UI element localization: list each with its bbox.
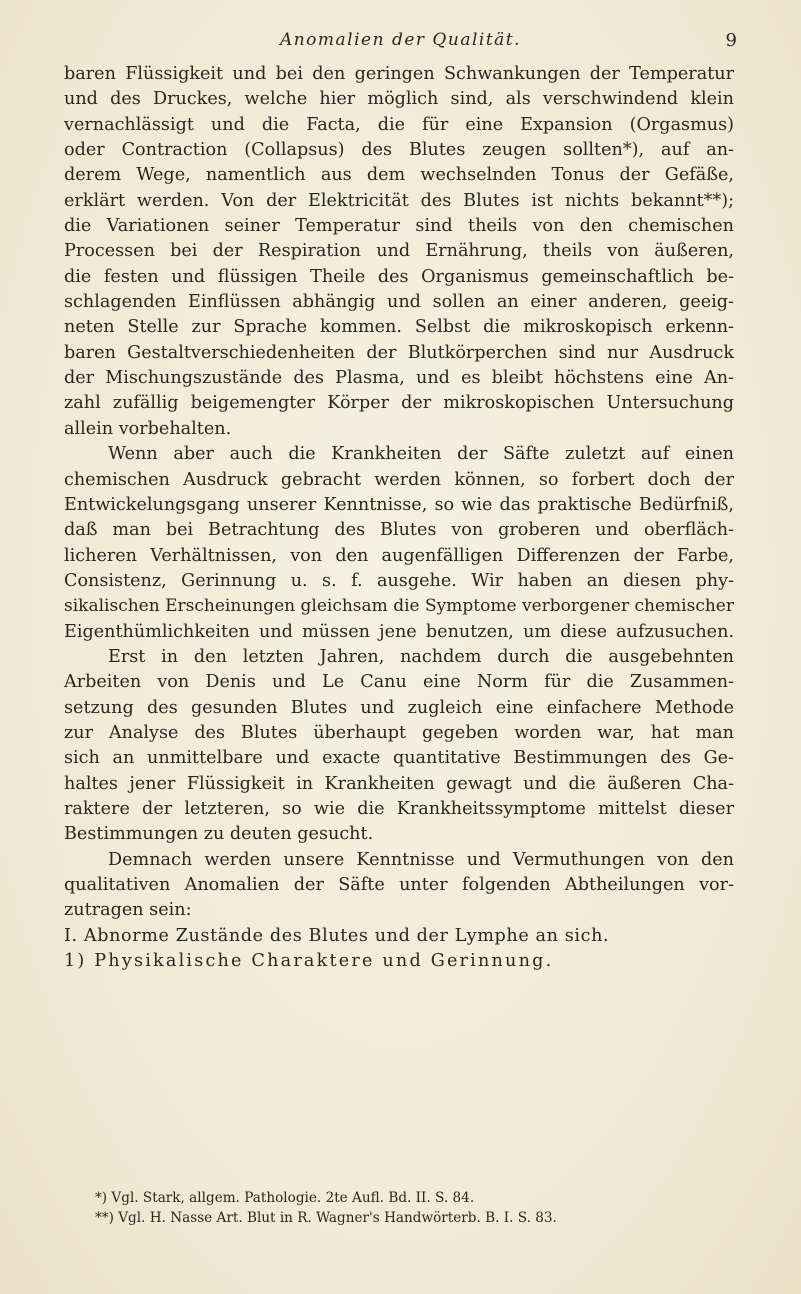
text-line: Processen bei der Respiration und Ernährung, theils von äußeren, (64, 241, 734, 262)
paragraph-start: Wenn aber auch die Krankheiten der Säfte zuletzt auf einen (108, 444, 734, 465)
section-heading: I. Abnorme Zustände des Blutes und der Lymphe an sich. (64, 925, 610, 946)
body-text (64, 62, 734, 974)
text-line: sich an unmittelbare und exacte quantitative Bestimmungen des Ge- (64, 748, 734, 769)
text-line: haltes jener Flüssigkeit in Krankheiten gewagt und die äußeren Cha- (64, 773, 734, 794)
text-line: die festen und flüssigen Theile des Organismus gemeinschaftlich be- (64, 266, 734, 287)
text-line: setzung des gesunden Blutes und zugleich eine einfachere Methode (64, 697, 734, 718)
text-line: neten Stelle zur Sprache kommen. Selbst die mikroskopisch erkenn- (64, 317, 734, 338)
text-line: baren Flüssigkeit und bei den geringen Schwankungen der Temperatur (64, 64, 734, 84)
subsection-heading: 1) Physikalische Charaktere und Gerinnung. (64, 951, 554, 972)
text-line: Entwickelungsgang unserer Kenntnisse, so wie das praktische Bedürfniß, (64, 494, 734, 515)
footnote: *) Vgl. Stark, allgem. Pathologie. 2te Aufl. Bd. II. S. 84. (95, 1190, 475, 1206)
text-line: raktere der letzteren, so wie die Krankheitssymptome mittelst dieser (64, 798, 734, 819)
paragraph-start: Erst in den letzten Jahren, nachdem durch die ausgebehnten (108, 646, 734, 667)
text-line: Consistenz, Gerinnung u. s. f. ausgehe. Wir haben an diesen phy- (64, 570, 734, 591)
text-line: der Mischungszustände des Plasma, und es bleibt höchstens eine An- (64, 368, 734, 389)
text-line: die Variationen seiner Temperatur sind theils von den chemischen (64, 216, 734, 237)
text-line: vernachlässigt und die Facta, die für eine Expansion (Orgasmus) (64, 114, 734, 135)
text-line: qualitativen Anomalien der Säfte unter folgenden Abtheilungen vor- (64, 875, 734, 895)
text-line: derem Wege, namentlich aus dem wechselnden Tonus der Gefäße, (64, 165, 734, 186)
text-line: Eigenthümlichkeiten und müssen jene benutzen, um diese aufzusuchen. (64, 621, 734, 642)
text-line: zutragen sein: (64, 900, 192, 921)
footnotes (95, 1188, 735, 1228)
text-line: erklärt werden. Von der Elektricität des Blutes ist nichts bekannt**); (64, 190, 734, 211)
text-line: schlagenden Einflüssen abhängig und sollen an einer anderen, geeig- (64, 292, 734, 313)
text-line: daß man bei Betrachtung des Blutes von groberen und oberfläch- (64, 520, 734, 541)
text-line: zur Analyse des Blutes überhaupt gegeben worden war, hat man (64, 722, 734, 743)
text-line: chemischen Ausdruck gebracht werden können, so forbert doch der (64, 469, 734, 490)
text-line: licheren Verhältnissen, von den augenfälligen Differenzen der Farbe, (64, 545, 734, 566)
text-line: baren Gestaltverschiedenheiten der Blutkörperchen sind nur Ausdruck (64, 342, 734, 363)
text-line: sikalischen Erscheinungen gleichsam die Symptome verborgener chemischer (64, 596, 734, 617)
text-line: Arbeiten von Denis und Le Canu eine Norm für die Zusammen- (64, 672, 734, 693)
paragraph-start: Demnach werden unsere Kenntnisse und Vermuthungen von den (108, 849, 734, 870)
running-title: Anomalien der Qualität. (279, 30, 522, 50)
footnote: **) Vgl. H. Nasse Art. Blut in R. Wagner's Handwörterb. B. I. S. 83. (95, 1210, 557, 1226)
text-line: allein vorbehalten. (64, 418, 232, 439)
text-line: Bestimmungen zu deuten gesucht. (64, 824, 374, 845)
running-head (0, 30, 801, 54)
text-line: zahl zufällig beigemengter Körper der mikroskopischen Untersuchung (64, 393, 734, 414)
text-line: und des Druckes, welche hier möglich sind, als verschwindend klein (64, 89, 734, 110)
text-line: oder Contraction (Collapsus) des Blutes zeugen sollten*), auf an- (64, 140, 734, 161)
page-number: 9 (725, 30, 737, 51)
